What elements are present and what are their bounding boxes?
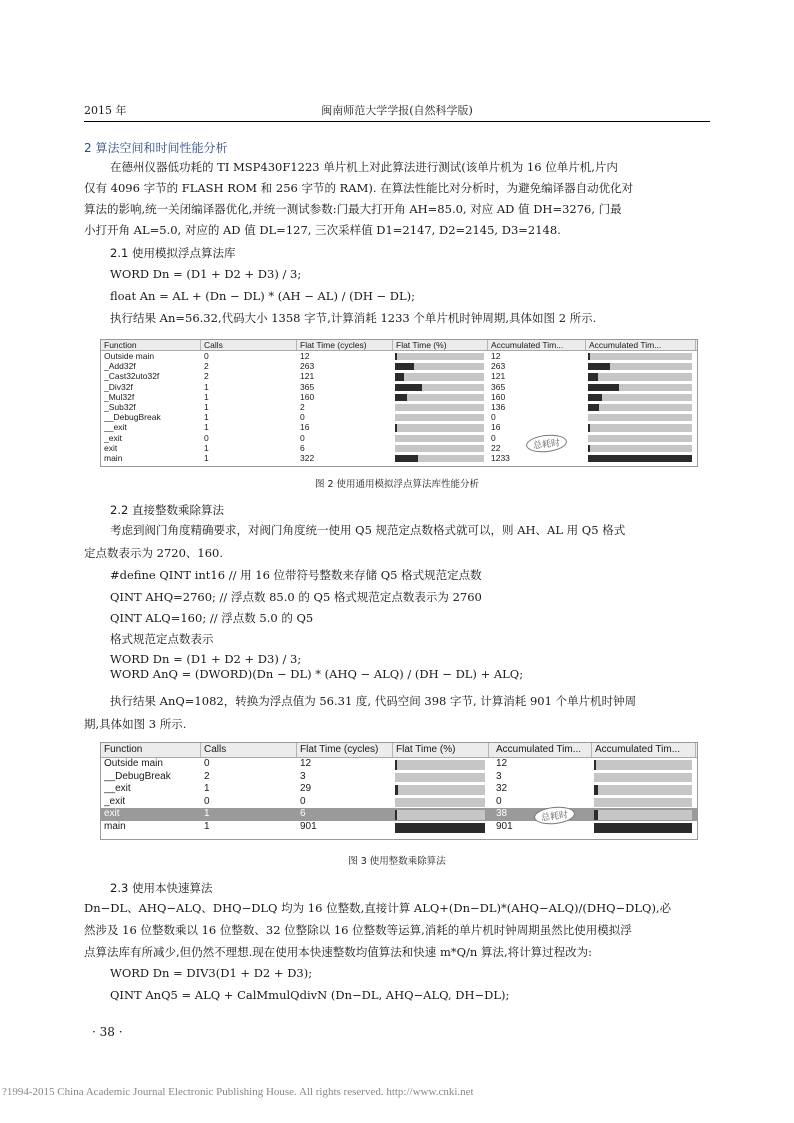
accumulated-pct-bar-fill bbox=[588, 373, 598, 380]
accumulated-pct-bar-fill bbox=[594, 785, 598, 795]
accumulated-cycles-cell: 12 bbox=[491, 351, 501, 361]
calls-cell: 0 bbox=[204, 795, 210, 807]
accumulated-pct-bar bbox=[588, 404, 692, 411]
column-header[interactable]: Flat Time (cycles) bbox=[297, 340, 393, 350]
header-rule bbox=[84, 121, 710, 122]
page-number: · 38 · bbox=[92, 1025, 123, 1039]
accumulated-cycles-cell: 32 bbox=[496, 783, 508, 795]
code-line: WORD Dn = DIV3(D1 + D2 + D3); bbox=[110, 966, 313, 980]
flat-pct-bar bbox=[395, 810, 485, 820]
accumulated-pct-bar-fill bbox=[588, 404, 599, 411]
flat-cycles-cell: 6 bbox=[300, 442, 305, 453]
function-cell: __exit bbox=[104, 783, 131, 795]
code-line: float An = AL + (Dn − DL) * (AH − AL) / (DH − DL); bbox=[110, 289, 416, 303]
intro-line: 仅有 4096 字节的 FLASH ROM 和 256 字节的 RAM). 在算法性能比对分析时，为避免编译器自动优化对 bbox=[84, 181, 634, 195]
table-row[interactable] bbox=[101, 371, 697, 381]
column-header[interactable]: Accumulated Tim... bbox=[493, 743, 592, 757]
flat-cycles-cell: 365 bbox=[300, 381, 315, 392]
para-line: 定点数表示为 2720、160. bbox=[84, 546, 224, 560]
calls-cell: 2 bbox=[204, 371, 209, 382]
subsection-title: 2.1 使用模拟浮点算法库 bbox=[110, 246, 236, 260]
accumulated-cycles-cell: 12 bbox=[496, 758, 508, 769]
accumulated-cycles-cell: 1233 bbox=[491, 453, 510, 463]
calls-cell: 0 bbox=[204, 432, 209, 443]
accumulated-pct-bar bbox=[588, 445, 692, 452]
table-row[interactable] bbox=[101, 433, 697, 443]
code-line: WORD AnQ = (DWORD)(Dn − DL) * (AHQ − ALQ) / (DH − DL) + ALQ; bbox=[110, 667, 524, 681]
accumulated-cycles-cell: 136 bbox=[491, 402, 506, 412]
section-title: 2 算法空间和时间性能分析 bbox=[84, 141, 228, 155]
flat-pct-bar-fill bbox=[395, 363, 414, 370]
accumulated-pct-bar bbox=[594, 810, 692, 820]
flat-pct-bar bbox=[395, 353, 484, 360]
calls-cell: 0 bbox=[204, 758, 210, 769]
intro-line: 算法的影响,统一关闭编译器优化,并统一测试参数:门最大打开角 AH=85.0, 对应 AD 值 DH=3276, 门最 bbox=[84, 202, 622, 216]
copyright-notice: ?1994-2015 China Academic Journal Electronic Publishing House. All rights reserved. http://www.cnki.net bbox=[2, 1086, 474, 1098]
table-row[interactable] bbox=[101, 758, 697, 771]
function-cell: _exit bbox=[104, 795, 126, 807]
flat-pct-bar-fill bbox=[395, 394, 407, 401]
result-line: 期,具体如图 3 所示. bbox=[84, 717, 187, 731]
table-row[interactable] bbox=[101, 422, 697, 432]
accumulated-pct-bar-fill bbox=[594, 760, 596, 770]
table-row[interactable] bbox=[101, 821, 697, 834]
accumulated-cycles-cell: 0 bbox=[496, 795, 502, 807]
column-header[interactable]: Calls bbox=[201, 340, 297, 350]
code-line: QINT AnQ5 = ALQ + CalMmulQdivN (Dn−DL, AHQ−ALQ, DH−DL); bbox=[110, 988, 510, 1002]
accumulated-cycles-cell: 365 bbox=[491, 381, 506, 392]
figure-caption: 图 2 使用通用模拟浮点算法库性能分析 bbox=[314, 479, 480, 490]
flat-pct-bar bbox=[395, 424, 484, 431]
flat-cycles-cell: 0 bbox=[300, 795, 306, 807]
accumulated-pct-bar bbox=[588, 435, 692, 442]
calls-cell: 1 bbox=[204, 821, 210, 832]
flat-pct-bar bbox=[395, 373, 484, 380]
function-cell: main bbox=[104, 821, 126, 832]
flat-pct-bar bbox=[395, 394, 484, 401]
code-line: WORD Dn = (D1 + D2 + D3) / 3; bbox=[110, 652, 302, 666]
calls-cell: 1 bbox=[204, 442, 209, 453]
function-cell: _Sub32f bbox=[104, 402, 136, 412]
accumulated-pct-bar-fill bbox=[588, 445, 590, 452]
flat-pct-bar-fill bbox=[395, 760, 397, 770]
para-line: Dn−DL、AHQ−ALQ、DHQ−DLQ 均为 16 位整数,直接计算 ALQ+(Dn−DL)*(AHQ−ALQ)/(DHQ−DLQ),必 bbox=[84, 901, 672, 915]
accumulated-pct-bar-fill bbox=[588, 384, 619, 391]
flat-cycles-cell: 263 bbox=[300, 361, 315, 372]
calls-cell: 1 bbox=[204, 783, 210, 795]
para-line: 点算法库有所减少,但仍然不理想.现在使用本快速整数均值算法和快速 m*Q/n 算法,将计算过程改为: bbox=[84, 945, 593, 959]
accumulated-cycles-cell: 901 bbox=[496, 821, 513, 832]
calls-cell: 2 bbox=[204, 361, 209, 372]
function-cell: _exit bbox=[104, 432, 122, 443]
result-line: 执行结果 AnQ=1082，转换为浮点值为 56.31 度, 代码空间 398 字节, 计算消耗 901 个单片机时钟周 bbox=[110, 694, 637, 708]
calls-cell: 1 bbox=[204, 412, 209, 423]
flat-pct-bar-fill bbox=[395, 823, 485, 833]
flat-pct-bar bbox=[395, 455, 484, 462]
flat-pct-bar bbox=[395, 445, 484, 452]
table-row[interactable] bbox=[101, 392, 697, 402]
column-header[interactable]: Accumulated Tim... bbox=[488, 340, 586, 350]
flat-pct-bar-fill bbox=[395, 373, 404, 380]
flat-cycles-cell: 3 bbox=[300, 770, 306, 782]
flat-pct-bar-fill bbox=[395, 455, 418, 462]
calls-cell: 2 bbox=[204, 770, 210, 782]
column-header[interactable]: Flat Time (%) bbox=[393, 743, 489, 757]
calls-cell: 0 bbox=[204, 351, 209, 361]
subsection-title: 2.2 直接整数乘除算法 bbox=[110, 503, 224, 517]
flat-cycles-cell: 6 bbox=[300, 808, 306, 820]
table-row[interactable] bbox=[101, 783, 697, 796]
accumulated-pct-bar bbox=[588, 394, 692, 401]
accumulated-pct-bar-fill bbox=[594, 823, 692, 833]
function-cell: _Add32f bbox=[104, 361, 136, 372]
accumulated-pct-bar bbox=[594, 798, 692, 808]
accumulated-pct-bar bbox=[588, 384, 692, 391]
accumulated-pct-bar bbox=[588, 424, 692, 431]
column-header[interactable]: Function bbox=[101, 340, 201, 350]
accumulated-cycles-cell: 38 bbox=[496, 808, 508, 820]
code-line: WORD Dn = (D1 + D2 + D3) / 3; bbox=[110, 267, 302, 281]
flat-cycles-cell: 121 bbox=[300, 371, 315, 382]
flat-cycles-cell: 29 bbox=[300, 783, 312, 795]
intro-line: 在德州仪器低功耗的 TI MSP430F1223 单片机上对此算法进行测试(该单片机为 16 位单片机,片内 bbox=[110, 160, 618, 174]
running-header bbox=[84, 100, 710, 118]
calls-cell: 1 bbox=[204, 402, 209, 412]
accumulated-pct-bar bbox=[588, 414, 692, 421]
code-line: 格式规范定点数表示 bbox=[110, 632, 214, 646]
table-row[interactable] bbox=[101, 808, 697, 821]
accumulated-pct-bar bbox=[594, 785, 692, 795]
accumulated-pct-bar-fill bbox=[594, 810, 598, 820]
accumulated-pct-bar bbox=[588, 353, 692, 360]
table-row[interactable] bbox=[101, 402, 697, 412]
flat-pct-bar bbox=[395, 773, 485, 783]
flat-pct-bar-fill bbox=[395, 384, 422, 391]
flat-cycles-cell: 0 bbox=[300, 432, 305, 443]
handwritten-stamp: 总耗时 bbox=[533, 805, 576, 826]
flat-pct-bar-fill bbox=[395, 424, 397, 431]
function-cell: _Cast32uto32f bbox=[104, 371, 160, 382]
accumulated-pct-bar bbox=[594, 773, 692, 783]
flat-pct-bar bbox=[395, 823, 485, 833]
table-header bbox=[101, 743, 697, 758]
table-row[interactable] bbox=[101, 771, 697, 784]
function-cell: _Div32f bbox=[104, 381, 133, 392]
accumulated-pct-bar bbox=[588, 455, 692, 462]
accumulated-pct-bar-fill bbox=[588, 394, 602, 401]
accumulated-pct-bar-fill bbox=[588, 424, 590, 431]
flat-cycles-cell: 12 bbox=[300, 758, 312, 769]
table-row[interactable] bbox=[101, 382, 697, 392]
calls-cell: 1 bbox=[204, 808, 210, 820]
column-header[interactable]: Flat Time (%) bbox=[393, 340, 488, 350]
flat-pct-bar-fill bbox=[395, 353, 397, 360]
subsection-title: 2.3 使用本快速算法 bbox=[110, 881, 213, 895]
profiler-table-fig3 bbox=[100, 742, 698, 840]
function-cell: __DebugBreak bbox=[104, 412, 161, 423]
function-cell: Outside main bbox=[104, 758, 163, 769]
column-header[interactable]: Accumulated Tim... bbox=[592, 743, 696, 757]
flat-pct-bar bbox=[395, 404, 484, 411]
flat-pct-bar-fill bbox=[395, 810, 397, 820]
column-header[interactable]: Flat Time (cycles) bbox=[297, 743, 393, 757]
accumulated-cycles-cell: 22 bbox=[491, 442, 501, 453]
column-header[interactable]: Calls bbox=[201, 743, 297, 757]
profiler-table-fig2 bbox=[100, 339, 698, 467]
code-line: QINT ALQ=160; // 浮点数 5.0 的 Q5 bbox=[110, 611, 314, 625]
flat-cycles-cell: 160 bbox=[300, 391, 315, 402]
accumulated-cycles-cell: 263 bbox=[491, 361, 506, 372]
result-line: 执行结果 An=56.32,代码大小 1358 字节,计算消耗 1233 个单片机时钟周期,具体如图 2 所示. bbox=[110, 311, 597, 325]
flat-pct-bar bbox=[395, 435, 484, 442]
flat-pct-bar-fill bbox=[395, 785, 398, 795]
accumulated-pct-bar-fill bbox=[588, 353, 590, 360]
accumulated-cycles-cell: 3 bbox=[496, 770, 502, 782]
table-row[interactable] bbox=[101, 412, 697, 422]
flat-pct-bar bbox=[395, 785, 485, 795]
flat-pct-bar bbox=[395, 384, 484, 391]
table-row[interactable] bbox=[101, 351, 697, 361]
calls-cell: 1 bbox=[204, 422, 209, 433]
accumulated-cycles-cell: 121 bbox=[491, 371, 506, 382]
calls-cell: 1 bbox=[204, 453, 209, 463]
function-cell: __DebugBreak bbox=[104, 770, 171, 782]
column-header[interactable]: Accumulated Tim... bbox=[586, 340, 696, 350]
accumulated-cycles-cell: 16 bbox=[491, 422, 501, 433]
flat-pct-bar bbox=[395, 798, 485, 808]
column-header[interactable]: Function bbox=[101, 743, 201, 757]
table-row[interactable] bbox=[101, 443, 697, 453]
calls-cell: 1 bbox=[204, 391, 209, 402]
flat-cycles-cell: 901 bbox=[300, 821, 317, 832]
accumulated-pct-bar bbox=[588, 373, 692, 380]
flat-cycles-cell: 322 bbox=[300, 453, 315, 463]
flat-pct-bar bbox=[395, 363, 484, 370]
figure-caption: 图 3 使用整数乘除算法 bbox=[348, 856, 446, 867]
function-cell: exit bbox=[104, 442, 118, 453]
flat-pct-bar bbox=[395, 760, 485, 770]
para-line: 考虑到阀门角度精确要求，对阀门角度统一使用 Q5 规范定点数格式就可以，则 AH、AL 用 Q5 格式 bbox=[110, 523, 626, 537]
table-row[interactable] bbox=[101, 453, 697, 463]
intro-line: 小打开角 AL=5.0, 对应的 AD 值 DL=127, 三次采样值 D1=2147, D2=2145, D3=2148. bbox=[84, 223, 561, 237]
flat-cycles-cell: 12 bbox=[300, 351, 310, 361]
flat-cycles-cell: 2 bbox=[300, 402, 305, 412]
function-cell: _Mul32f bbox=[104, 391, 135, 402]
header-journal: 闽南师范大学学报(自然科学版) bbox=[321, 104, 473, 117]
code-line: #define QINT int16 // 用 16 位带符号整数来存储 Q5 格式规范定点数 bbox=[110, 568, 482, 582]
table-row[interactable] bbox=[101, 361, 697, 371]
accumulated-pct-bar bbox=[594, 760, 692, 770]
calls-cell: 1 bbox=[204, 381, 209, 392]
flat-pct-bar bbox=[395, 414, 484, 421]
header-year: 2015 年 bbox=[84, 104, 127, 117]
flat-cycles-cell: 0 bbox=[300, 412, 305, 423]
accumulated-pct-bar bbox=[588, 363, 692, 370]
accumulated-pct-bar-fill bbox=[588, 455, 692, 462]
accumulated-cycles-cell: 0 bbox=[491, 412, 496, 423]
function-cell: main bbox=[104, 453, 123, 463]
code-line: QINT AHQ=2760; // 浮点数 85.0 的 Q5 格式规范定点数表示为 2760 bbox=[110, 590, 482, 604]
accumulated-cycles-cell: 160 bbox=[491, 391, 506, 402]
accumulated-cycles-cell: 0 bbox=[491, 432, 496, 443]
accumulated-pct-bar-fill bbox=[588, 363, 610, 370]
table-row[interactable] bbox=[101, 796, 697, 809]
para-line: 然涉及 16 位整数乘以 16 位整数、32 位整除以 16 位整数等运算,消耗的单片机时钟周期虽然比使用模拟浮 bbox=[84, 923, 632, 937]
function-cell: __exit bbox=[104, 422, 127, 433]
flat-cycles-cell: 16 bbox=[300, 422, 310, 433]
function-cell: Outside main bbox=[104, 351, 155, 361]
function-cell: exit bbox=[104, 808, 120, 820]
handwritten-stamp: 总耗时 bbox=[525, 433, 568, 454]
table-header bbox=[101, 340, 697, 351]
accumulated-pct-bar bbox=[594, 823, 692, 833]
